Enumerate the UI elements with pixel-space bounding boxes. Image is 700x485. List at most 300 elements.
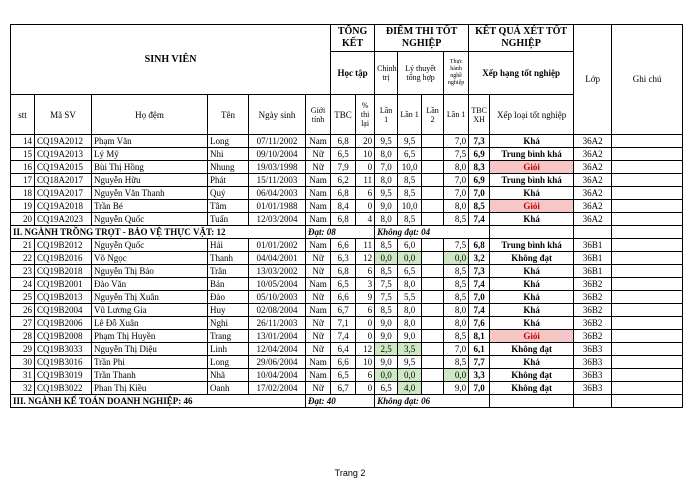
row-ly-thuyet: 8,0 [398,317,422,330]
row-thuc-hanh: 7,0 [444,135,469,148]
row-gioi-tinh: Nam [306,187,331,200]
row-stt: 29 [11,343,35,356]
section-empty [490,395,574,408]
row-chinh-tri: 0,0 [375,369,398,382]
row-lan2 [422,291,444,304]
row-lan2 [422,317,444,330]
row-gioi-tinh: Nữ [306,252,331,265]
row-ngay-sinh: 12/03/2004 [249,213,306,226]
row-chinh-tri: 8,0 [375,213,398,226]
row-xep-loai: Khá [490,213,574,226]
section-empty [612,226,683,239]
row-lop: 36B1 [574,265,612,278]
row-lan2 [422,200,444,213]
header-ho-dem: Họ đệm [92,95,208,135]
row-ngay-sinh: 06/04/2003 [249,187,306,200]
section-row [11,395,683,408]
header-ghi-chu: Ghi chú [612,25,683,135]
row-xep-loai: Giỏi [490,200,574,213]
row-ho-dem: Đào Văn [92,278,208,291]
section-title: II. NGÀNH TRỒNG TRỌT - BẢO VỆ THỰC VẬT: 12 [11,226,306,239]
table-row [11,239,683,252]
row-gioi-tinh: Nam [306,356,331,369]
row-ten: Phát [208,174,249,187]
row-ngay-sinh: 29/06/2004 [249,356,306,369]
row-ten: Linh [208,343,249,356]
row-xep-loai: Khá [490,317,574,330]
row-gioi-tinh: Nam [306,200,331,213]
row-tbc-xh: 3,3 [469,369,490,382]
row-tbc-xh: 7,3 [469,135,490,148]
row-chinh-tri: 7,0 [375,161,398,174]
row-thuc-hanh: 8,5 [444,213,469,226]
row-lan2 [422,252,444,265]
row-stt: 14 [11,135,35,148]
header-stt: stt [11,95,35,135]
row-ly-thuyet: 10,0 [398,161,422,174]
table-row [11,252,683,265]
section-empty [490,226,574,239]
row-ma-sv: CQ19B3022 [35,382,92,395]
section-dat: Đạt: 08 [306,226,375,239]
header-hoc-tap: Học tập [331,52,375,95]
section-khong-dat: Không đạt: 06 [375,395,490,408]
row-pct-thi-lai: 0 [356,382,375,395]
row-lan2 [422,187,444,200]
row-ho-dem: Trần Bé [92,200,208,213]
row-lop: 36A2 [574,174,612,187]
row-tbc-xh: 7,4 [469,213,490,226]
row-tbc: 6,3 [331,252,356,265]
row-stt: 24 [11,278,35,291]
table-row [11,304,683,317]
row-ten: Huy [208,304,249,317]
row-lop: 36A2 [574,135,612,148]
row-lan2 [422,356,444,369]
table-row [11,213,683,226]
row-ma-sv: CQ19A2013 [35,148,92,161]
table-row [11,291,683,304]
row-lop: 36B3 [574,343,612,356]
row-ghi-chu [612,317,683,330]
row-tbc: 6,6 [331,239,356,252]
row-thuc-hanh: 0,0 [444,252,469,265]
row-ten: Nhung [208,161,249,174]
row-thuc-hanh: 8,5 [444,265,469,278]
row-chinh-tri: 9,0 [375,317,398,330]
row-thuc-hanh: 7,0 [444,187,469,200]
row-chinh-tri: 8,0 [375,174,398,187]
row-pct-thi-lai: 4 [356,213,375,226]
row-ghi-chu [612,174,683,187]
row-lan2 [422,213,444,226]
row-ngay-sinh: 12/04/2004 [249,343,306,356]
row-ma-sv: CQ19B2018 [35,265,92,278]
row-xep-loai: Không đạt [490,343,574,356]
row-ghi-chu [612,330,683,343]
table-row [11,174,683,187]
row-pct-thi-lai: 6 [356,304,375,317]
row-ghi-chu [612,304,683,317]
row-ho-dem: Nguyễn Quốc [92,239,208,252]
row-stt: 32 [11,382,35,395]
row-xep-loai: Không đạt [490,369,574,382]
row-ly-thuyet: 8,0 [398,278,422,291]
row-ly-thuyet: 5,5 [398,291,422,304]
row-tbc: 6,5 [331,148,356,161]
row-stt: 21 [11,239,35,252]
row-gioi-tinh: Nữ [306,265,331,278]
row-pct-thi-lai: 10 [356,148,375,161]
row-tbc-xh: 7,0 [469,382,490,395]
row-ly-thuyet: 10,0 [398,200,422,213]
section-empty [574,395,612,408]
row-thuc-hanh: 7,0 [444,174,469,187]
row-tbc: 6,6 [331,356,356,369]
header-xep-loai: Xếp loại tốt nghiệp [490,95,574,135]
row-lop: 36B2 [574,317,612,330]
row-lop: 36B1 [574,252,612,265]
row-ho-dem: Vũ Lương Gia [92,304,208,317]
header-lan1-ly-thuyet: Lần 1 [398,95,422,135]
row-tbc: 6,5 [331,369,356,382]
row-xep-loai: Khá [490,304,574,317]
header-sinh-vien: SINH VIÊN [11,25,331,95]
row-tbc-xh: 7,4 [469,304,490,317]
row-ma-sv: CQ19A2017 [35,187,92,200]
row-chinh-tri: 9,5 [375,187,398,200]
row-gioi-tinh: Nữ [306,291,331,304]
row-thuc-hanh: 8,0 [444,304,469,317]
row-ho-dem: Bùi Thị Hồng [92,161,208,174]
row-ly-thuyet: 6,0 [398,239,422,252]
row-ngay-sinh: 01/01/2002 [249,239,306,252]
row-lan2 [422,304,444,317]
row-ten: Trân [208,265,249,278]
row-pct-thi-lai: 0 [356,317,375,330]
header-lop: Lớp [574,25,612,135]
row-tbc-xh: 6,1 [469,343,490,356]
row-lan2 [422,135,444,148]
table-row [11,343,683,356]
section-empty [612,395,683,408]
row-tbc-xh: 6,8 [469,239,490,252]
row-stt: 22 [11,252,35,265]
row-ly-thuyet: 8,5 [398,174,422,187]
row-stt: 16 [11,161,35,174]
row-lop: 36A2 [574,200,612,213]
row-xep-loai: Giỏi [490,330,574,343]
row-ma-sv: CQ19B2006 [35,317,92,330]
row-ho-dem: Nguyễn Văn Thanh [92,187,208,200]
row-ly-thuyet: 9,5 [398,135,422,148]
row-ngay-sinh: 26/11/2003 [249,317,306,330]
row-pct-thi-lai: 11 [356,239,375,252]
row-ma-sv: CQ19B2016 [35,252,92,265]
section-empty [574,226,612,239]
row-lop: 36A2 [574,161,612,174]
row-tbc-xh: 3,2 [469,252,490,265]
header-ly-thuyet: Lý thuyết tổng hợp [398,52,444,95]
header-lan1-chinh-tri: Lần 1 [375,95,398,135]
row-chinh-tri: 7,5 [375,278,398,291]
row-ho-dem: Võ Ngọc [92,252,208,265]
row-ghi-chu [612,161,683,174]
row-lop: 36A2 [574,148,612,161]
row-lan2 [422,148,444,161]
row-ten: Thanh [208,252,249,265]
row-pct-thi-lai: 3 [356,278,375,291]
row-thuc-hanh: 8,0 [444,200,469,213]
table-body [11,135,683,408]
row-ghi-chu [612,239,683,252]
row-chinh-tri: 6,5 [375,382,398,395]
row-xep-loai: Trung bình khá [490,174,574,187]
row-ngay-sinh: 10/05/2004 [249,278,306,291]
row-chinh-tri: 9,5 [375,135,398,148]
row-tbc-xh: 7,3 [469,265,490,278]
row-lop: 36B3 [574,369,612,382]
row-ten: Bản [208,278,249,291]
row-gioi-tinh: Nam [306,304,331,317]
table-row [11,161,683,174]
row-tbc-xh: 6,9 [469,174,490,187]
row-ngay-sinh: 04/04/2001 [249,252,306,265]
row-thuc-hanh: 8,0 [444,161,469,174]
row-ho-dem: Trần Phi [92,356,208,369]
row-ten: Long [208,356,249,369]
row-ngay-sinh: 15/11/2003 [249,174,306,187]
header-pct-thi-lai: % thi lại [356,95,375,135]
row-gioi-tinh: Nam [306,369,331,382]
row-ly-thuyet: 4,0 [398,382,422,395]
table-row [11,330,683,343]
row-ghi-chu [612,148,683,161]
row-ma-sv: CQ18A2017 [35,174,92,187]
row-ngay-sinh: 17/02/2004 [249,382,306,395]
row-thuc-hanh: 8,5 [444,291,469,304]
row-lop: 36B3 [574,382,612,395]
row-thuc-hanh: 7,0 [444,343,469,356]
row-ghi-chu [612,252,683,265]
table-row [11,278,683,291]
row-lop: 36B1 [574,239,612,252]
row-tbc-xh: 7,0 [469,291,490,304]
header-tong-ket: TỔNG KẾT [331,25,375,52]
header-ten: Tên [208,95,249,135]
row-tbc: 6,4 [331,343,356,356]
row-tbc: 7,4 [331,330,356,343]
row-gioi-tinh: Nữ [306,317,331,330]
row-tbc: 6,8 [331,213,356,226]
row-stt: 18 [11,187,35,200]
row-ten: Oanh [208,382,249,395]
header-ma-sv: Mã SV [35,95,92,135]
row-gioi-tinh: Nữ [306,330,331,343]
row-lop: 36A2 [574,213,612,226]
row-thuc-hanh: 8,0 [444,317,469,330]
table-row [11,369,683,382]
row-tbc: 6,5 [331,278,356,291]
row-pct-thi-lai: 6 [356,265,375,278]
row-ly-thuyet: 0,0 [398,369,422,382]
row-ma-sv: CQ19A2018 [35,200,92,213]
header-tbc-xh: TBC XH [469,95,490,135]
row-lop: 36B2 [574,278,612,291]
row-tbc-xh: 8,3 [469,161,490,174]
row-chinh-tri: 8,5 [375,304,398,317]
row-tbc-xh: 7,6 [469,317,490,330]
row-chinh-tri: 0,0 [375,252,398,265]
table-row [11,317,683,330]
row-pct-thi-lai: 6 [356,369,375,382]
row-tbc: 6,8 [331,187,356,200]
row-ho-dem: Phạm Thị Huyền [92,330,208,343]
row-stt: 31 [11,369,35,382]
header-lan1-thuc-hanh: Lần 1 [444,95,469,135]
row-ma-sv: CQ19A2023 [35,213,92,226]
row-stt: 19 [11,200,35,213]
row-stt: 23 [11,265,35,278]
row-pct-thi-lai: 9 [356,291,375,304]
row-pct-thi-lai: 11 [356,174,375,187]
row-xep-loai: Khá [490,278,574,291]
row-tbc: 6,2 [331,174,356,187]
row-ma-sv: CQ19B2012 [35,239,92,252]
row-xep-loai: Khá [490,356,574,369]
row-stt: 15 [11,148,35,161]
row-ly-thuyet: 3,5 [398,343,422,356]
row-ho-dem: Lê Đỗ Xuân [92,317,208,330]
row-tbc-xh: 7,7 [469,356,490,369]
header-tbc: TBC [331,95,356,135]
section-title: III. NGÀNH KẾ TOÁN DOANH NGHIỆP: 46 [11,395,306,408]
row-pct-thi-lai: 10 [356,356,375,369]
row-pct-thi-lai: 20 [356,135,375,148]
row-gioi-tinh: Nữ [306,148,331,161]
row-ngay-sinh: 19/03/1998 [249,161,306,174]
row-ho-dem: Nguyễn Thị Xuân [92,291,208,304]
row-thuc-hanh: 0,0 [444,369,469,382]
page-number: Trang 2 [334,468,366,478]
row-ten: Nghi [208,317,249,330]
row-tbc: 7,9 [331,161,356,174]
row-stt: 20 [11,213,35,226]
header-ket-qua: KẾT QUẢ XÉT TỐT NGHIỆP [469,25,574,52]
row-lan2 [422,382,444,395]
row-pct-thi-lai: 0 [356,200,375,213]
row-xep-loai: Giỏi [490,161,574,174]
row-tbc: 6,8 [331,135,356,148]
row-ma-sv: CQ19B2004 [35,304,92,317]
row-ghi-chu [612,291,683,304]
row-chinh-tri: 8,5 [375,239,398,252]
row-chinh-tri: 8,5 [375,265,398,278]
table-row [11,148,683,161]
table-row [11,382,683,395]
row-ly-thuyet: 8,5 [398,213,422,226]
row-lan2 [422,369,444,382]
row-lan2 [422,265,444,278]
row-stt: 30 [11,356,35,369]
row-ly-thuyet: 8,5 [398,187,422,200]
row-ghi-chu [612,356,683,369]
row-stt: 17 [11,174,35,187]
row-gioi-tinh: Nam [306,239,331,252]
row-ghi-chu [612,187,683,200]
row-ten: Đào [208,291,249,304]
row-ma-sv: CQ19A2015 [35,161,92,174]
header-ngay-sinh: Ngày sinh [249,95,306,135]
row-gioi-tinh: Nữ [306,382,331,395]
row-lop: 36A2 [574,187,612,200]
row-lan2 [422,239,444,252]
table-row [11,135,683,148]
row-chinh-tri: 7,5 [375,291,398,304]
row-lan2 [422,161,444,174]
row-gioi-tinh: Nam [306,213,331,226]
row-ten: Nhi [208,148,249,161]
row-ghi-chu [612,382,683,395]
row-ghi-chu [612,369,683,382]
row-stt: 26 [11,304,35,317]
row-tbc: 6,7 [331,382,356,395]
row-ho-dem: Phạm Văn [92,135,208,148]
header-lan2-ly-thuyet: Lần 2 [422,95,444,135]
row-ngay-sinh: 07/11/2002 [249,135,306,148]
row-ngay-sinh: 13/01/2004 [249,330,306,343]
row-ma-sv: CQ19B3016 [35,356,92,369]
row-ngay-sinh: 02/08/2004 [249,304,306,317]
row-ghi-chu [612,135,683,148]
row-tbc-xh: 8,5 [469,200,490,213]
row-pct-thi-lai: 0 [356,161,375,174]
row-xep-loai: Trung bình khá [490,148,574,161]
row-ly-thuyet: 0,0 [398,252,422,265]
header-chinh-tri: Chính trị [375,52,398,95]
section-khong-dat: Không đạt: 04 [375,226,490,239]
row-gioi-tinh: Nam [306,278,331,291]
row-thuc-hanh: 7,5 [444,239,469,252]
row-ho-dem: Trần Thanh [92,369,208,382]
row-tbc-xh: 7,4 [469,278,490,291]
header-diem-thi: ĐIỂM THI TỐT NGHIỆP [375,25,469,52]
row-pct-thi-lai: 12 [356,252,375,265]
row-thuc-hanh: 9,0 [444,382,469,395]
row-thuc-hanh: 8,5 [444,330,469,343]
row-ho-dem: Nguyễn Hữu [92,174,208,187]
row-tbc: 6,7 [331,304,356,317]
row-tbc: 6,6 [331,291,356,304]
row-ghi-chu [612,265,683,278]
row-tbc: 6,8 [331,265,356,278]
row-ten: Hải [208,239,249,252]
row-stt: 27 [11,317,35,330]
row-lop: 36B3 [574,356,612,369]
row-ma-sv: CQ19B2001 [35,278,92,291]
row-ngay-sinh: 01/01/1988 [249,200,306,213]
row-chinh-tri: 2,5 [375,343,398,356]
row-ly-thuyet: 9,5 [398,356,422,369]
row-tbc-xh: 6,9 [469,148,490,161]
row-tbc-xh: 8,1 [469,330,490,343]
header-gioi-tinh: Giới tính [306,95,331,135]
row-lop: 36B2 [574,330,612,343]
row-ho-dem: Nguyễn Thị Bảo [92,265,208,278]
row-tbc-xh: 7,0 [469,187,490,200]
row-pct-thi-lai: 0 [356,330,375,343]
row-lan2 [422,330,444,343]
